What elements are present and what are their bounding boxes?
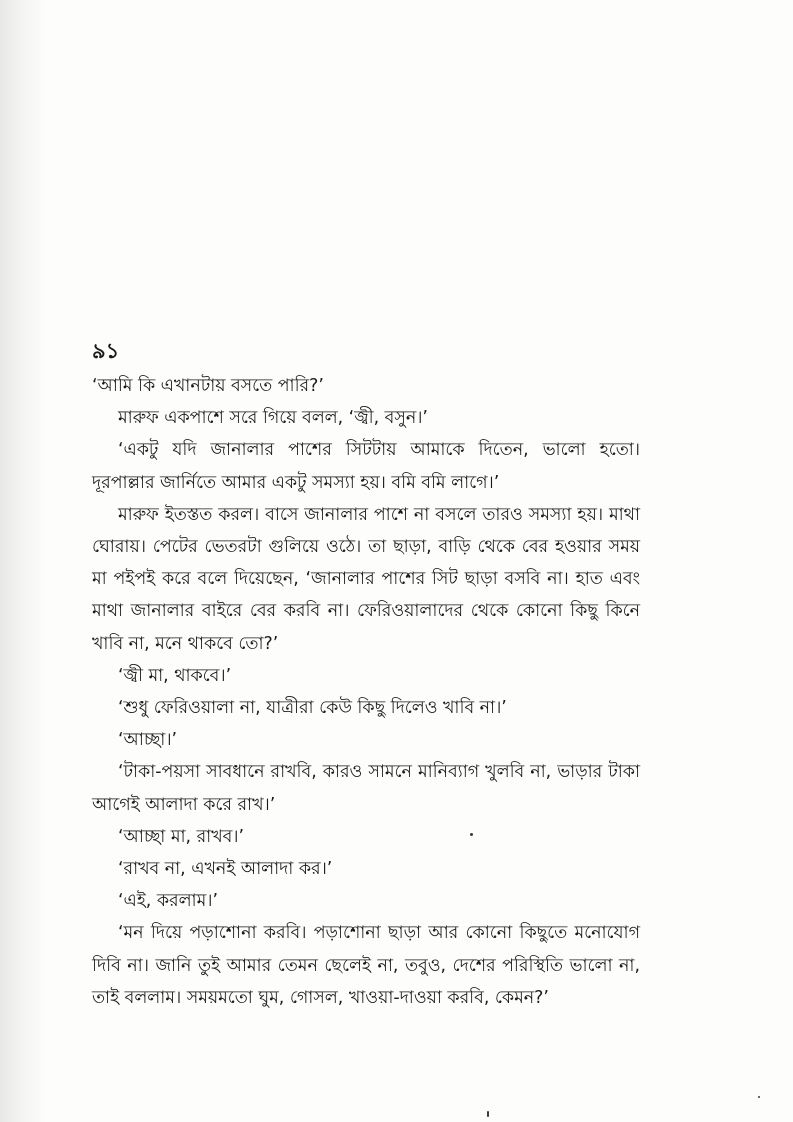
print-speck: [487, 1111, 489, 1117]
paragraph-7: ‘আচ্ছা।’: [118, 730, 178, 751]
paragraph-8: ‘টাকা-পয়সা সাবধানে রাখবি, কারও সামনে মানিব্যাগ খুলবি না, ভাড়ার টাকা আগেই আলাদা করে রাখ।’: [92, 762, 640, 815]
body-text: [92, 370, 640, 1014]
paragraph-11: ‘এই, করলাম।’: [118, 891, 218, 912]
chapter-number: ৯১: [92, 339, 120, 363]
paragraph-3: ‘একটু যদি জানালার পাশের সিটটায় আমাকে দিতেন, ভালো হতো। দূরপাল্লার জার্নিতে আমার একটু সমস্যা হয়। বমি বমি লাগে।’: [92, 440, 640, 493]
paragraph-4: মারুফ ইতস্তত করল। বাসে জানালার পাশে না বসলে তারও সমস্যা হয়। মাথা ঘোরায়। পেটের ভেতরটা গুলিয়ে ওঠে। তা ছাড়া, বাড়ি থেকে বের হওয়ার সময় মা পইপই করে বলে দিয়েছেন, ‘জানালার পাশের সিট ছাড়া বসবি না। হাত এবং মাথা জানালার বাইরে বের করবি না। ফেরিওয়ালাদের থেকে কোনো কিছু কিনে খাবি না, মনে থাকবে তো?’: [92, 504, 640, 654]
page-gutter-shadow: [0, 0, 46, 1122]
print-speck: [758, 1096, 760, 1098]
paragraph-9: ‘আচ্ছা মা, রাখব।’: [118, 826, 245, 847]
paragraph-6: ‘শুধু ফেরিওয়ালা না, যাত্রীরা কেউ কিছু দিলেও খাবি না।’: [118, 698, 507, 719]
paragraph-1: ‘আমি কি এখানটায় বসতে পারি?’: [92, 376, 324, 396]
paragraph-2: মারুফ একপাশে সরে গিয়ে বলল, ‘জ্বী, বসুন।’: [118, 408, 428, 429]
paragraph-12: ‘মন দিয়ে পড়াশোনা করবি। পড়াশোনা ছাড়া আর কোনো কিছুতে মনোযোগ দিবি না। জানি তুই আমার তেমন ছেলেই না, তবুও, দেশের পরিস্থিতি ভালো না, তাই বললাম। সময়মতো ঘুম, গোসল, খাওয়া-দাওয়া করবি, কেমন?’: [92, 923, 640, 1008]
print-speck: [470, 833, 473, 836]
paragraph-5: ‘জ্বী মা, থাকবে।’: [118, 665, 232, 686]
paragraph-10: ‘রাখব না, এখনই আলাদা কর।’: [118, 859, 333, 880]
